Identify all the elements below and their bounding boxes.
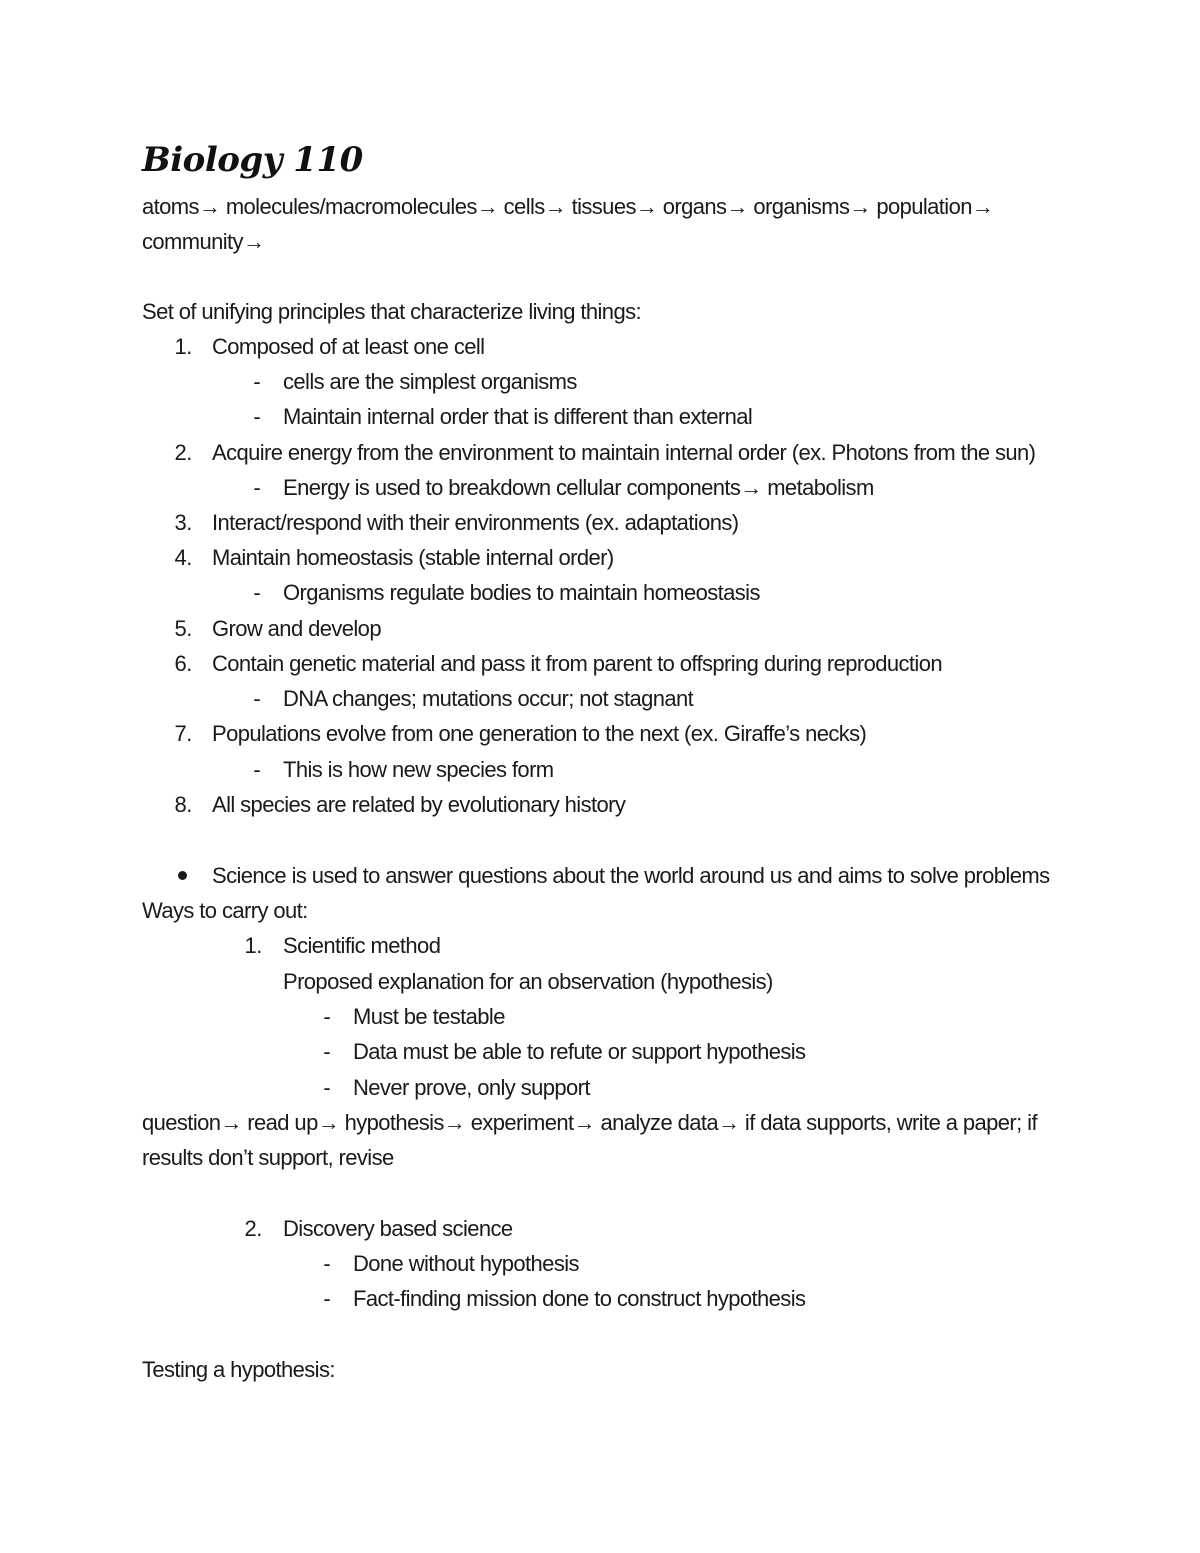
sub-item: This is how new species form — [283, 757, 554, 782]
sub-item: Never prove, only support — [353, 1075, 590, 1100]
sub-item: Data must be able to refute or support hypothesis — [353, 1039, 806, 1064]
dash-marker: - — [323, 1004, 331, 1029]
sub-item: Must be testable — [353, 1004, 505, 1029]
list-number: 4. — [174, 545, 192, 570]
sub-item: Fact-finding mission done to construct hypothesis — [353, 1286, 806, 1311]
page-title: Biology 110 — [142, 140, 363, 180]
sub-item: Organisms regulate bodies to maintain homeostasis — [283, 580, 760, 605]
dash-marker: - — [323, 1039, 331, 1064]
list-number: 2. — [174, 440, 192, 465]
list-item: Populations evolve from one generation to the next (ex. Giraffe’s necks) — [212, 721, 867, 746]
list-number: 6. — [174, 651, 192, 676]
sub-item: Done without hypothesis — [353, 1251, 579, 1276]
sub-item: DNA changes; mutations occur; not stagnant — [283, 686, 694, 711]
list-number: 1. — [174, 334, 192, 359]
dash-marker: - — [253, 369, 261, 394]
bullet-icon — [178, 871, 187, 880]
dash-marker: - — [323, 1075, 331, 1100]
dash-marker: - — [253, 475, 261, 500]
ways-heading: Ways to carry out: — [142, 898, 308, 923]
hierarchy-line-1: atoms→ molecules/macromolecules→ cells→ tissues→ organs→ organisms→ population→ — [142, 194, 994, 219]
method-description: Proposed explanation for an observation (hypothesis) — [283, 969, 773, 994]
dash-marker: - — [323, 1286, 331, 1311]
principles-heading: Set of unifying principles that characterize living things: — [142, 299, 641, 324]
list-item: Acquire energy from the environment to maintain internal order (ex. Photons from the sun) — [212, 440, 1036, 465]
dash-marker: - — [253, 404, 261, 429]
list-number: 3. — [174, 510, 192, 535]
list-item: Contain genetic material and pass it from parent to offspring during reproduction — [212, 651, 942, 676]
dash-marker: - — [253, 757, 261, 782]
list-item: Interact/respond with their environments (ex. adaptations) — [212, 510, 739, 535]
flow-line-1: question→ read up→ hypothesis→ experiment→ analyze data→ if data supports, write a paper; if — [142, 1110, 1037, 1135]
list-number: 1. — [244, 933, 262, 958]
list-number: 7. — [174, 721, 192, 746]
list-number: 8. — [174, 792, 192, 817]
sub-item: cells are the simplest organisms — [283, 369, 577, 394]
sub-item: Energy is used to breakdown cellular components→ metabolism — [283, 475, 874, 500]
list-item: All species are related by evolutionary history — [212, 792, 626, 817]
testing-heading: Testing a hypothesis: — [142, 1357, 335, 1382]
list-item: Grow and develop — [212, 616, 381, 641]
list-item: Composed of at least one cell — [212, 334, 485, 359]
science-bullet-text: Science is used to answer questions about the world around us and aims to solve problems — [212, 863, 1050, 888]
dash-marker: - — [253, 580, 261, 605]
method-title: Scientific method — [283, 933, 441, 958]
dash-marker: - — [323, 1251, 331, 1276]
list-item: Maintain homeostasis (stable internal order) — [212, 545, 614, 570]
dash-marker: - — [253, 686, 261, 711]
list-number: 5. — [174, 616, 192, 641]
flow-line-2: results don’t support, revise — [142, 1145, 394, 1170]
method-title: Discovery based science — [283, 1216, 513, 1241]
sub-item: Maintain internal order that is different than external — [283, 404, 753, 429]
list-number: 2. — [244, 1216, 262, 1241]
hierarchy-line-2: community→ — [142, 229, 265, 254]
